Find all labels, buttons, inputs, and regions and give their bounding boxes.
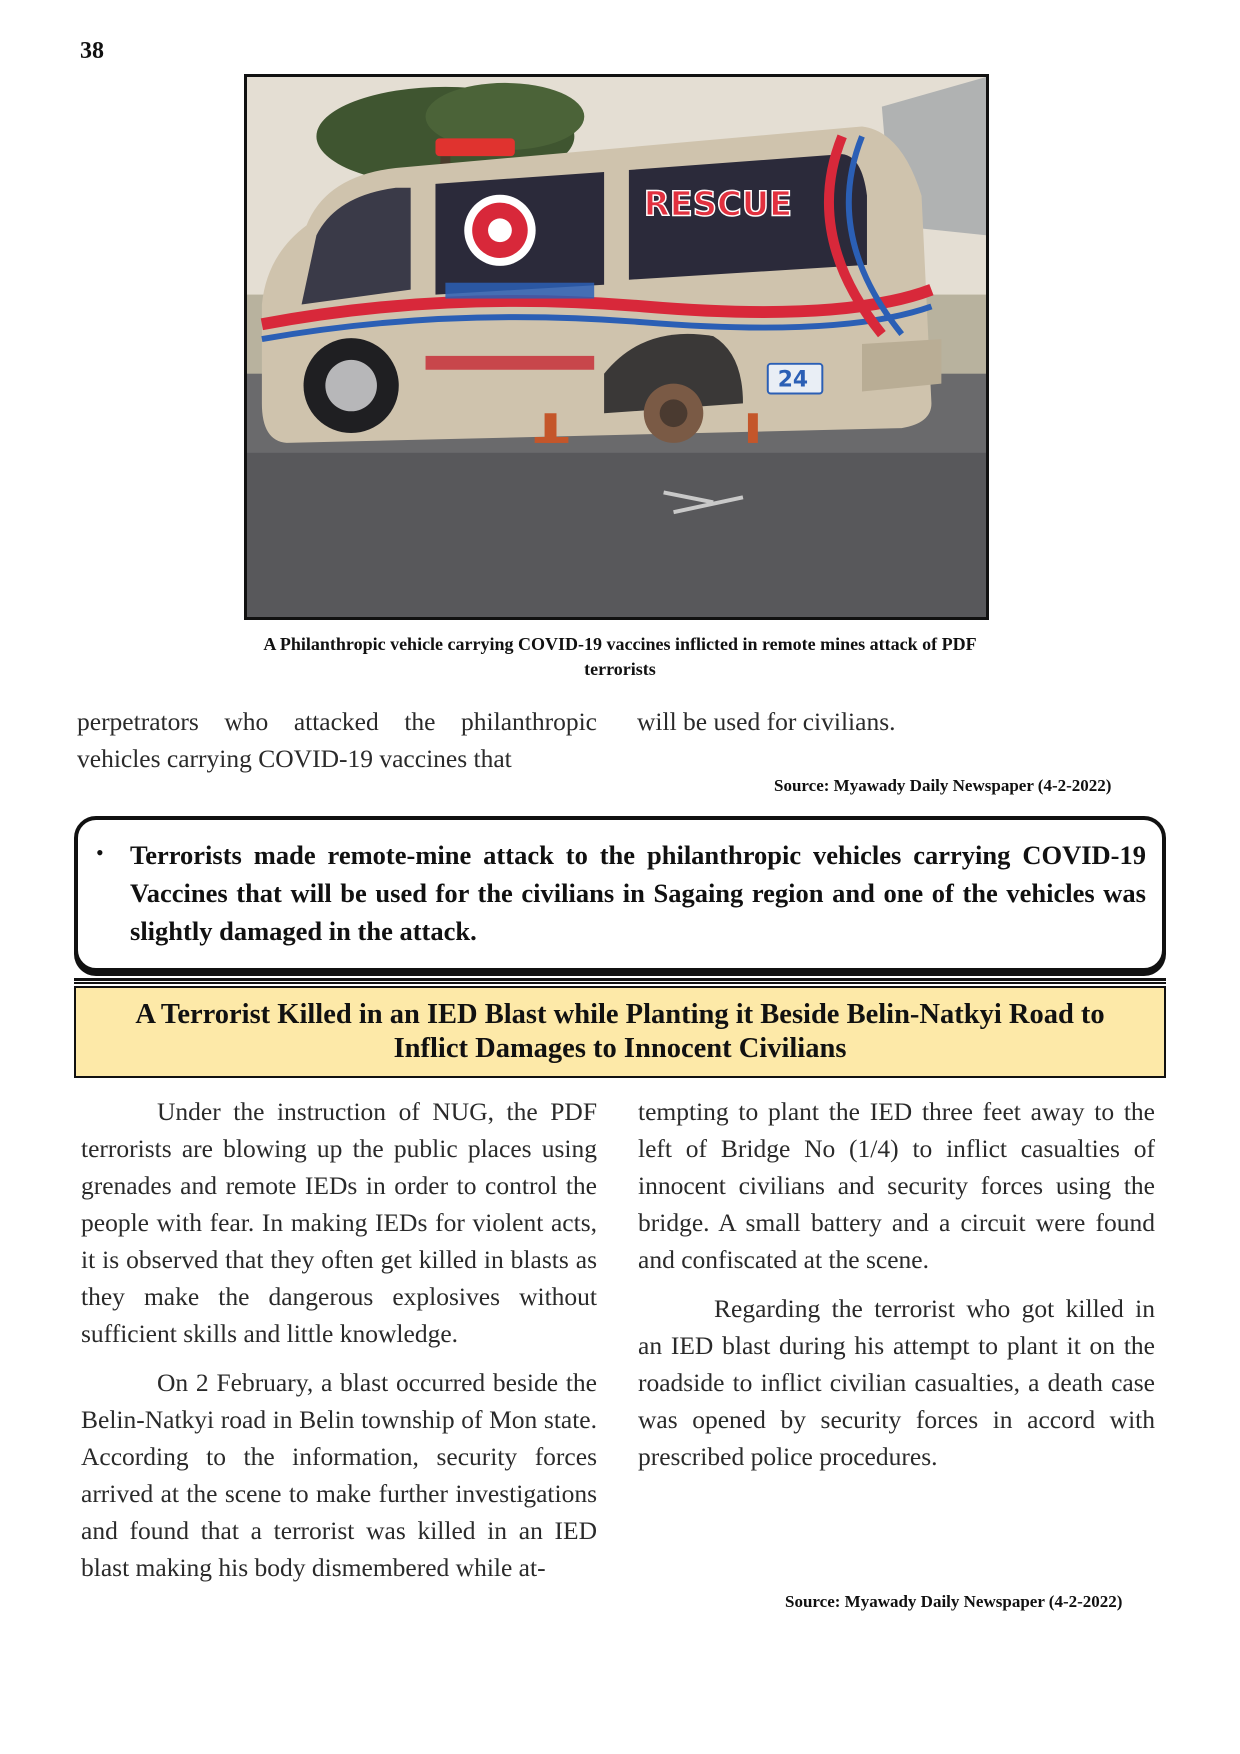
story2-headline-box [74,986,1166,1078]
story2-headline [107,998,1132,1066]
story2-paragraph-4: Regarding the terrorist who got killed in an IED blast during his attempt to plant it on the roadside to inflict civilian casualties, a death case was opened by security forces in accord with prescribed police procedures. [638,1294,1155,1471]
story2-right-column [638,1093,1155,1475]
van-illustration [247,77,986,617]
story2-paragraph-3: tempting to plant the IED three feet away to the left of Bridge No (1/4) to inflict casualties of innocent civilians and security forces using the bridge. A small battery and a circuit were found and confiscated at the scene. [638,1097,1155,1274]
story1-right-column [637,703,1157,740]
bullet-icon: • [96,840,104,865]
story1-left-column [77,703,597,777]
headline-line-1: A Terrorist Killed in an IED Blast while Planting it Beside Belin-Natkyi Road to [135,999,1105,1030]
van-number: 24 [777,367,809,393]
roof-light [435,138,514,156]
summary-callout-box [74,816,1166,972]
damaged-van-photo [244,74,989,620]
story2-source: Source: Myawady Daily Newspaper (4-2-2022) [785,1592,1123,1611]
story2-paragraph-2: On 2 February, a blast occurred beside the Belin-Natkyi road in Belin township of Mon state. According to the information, security forces arrived at the scene to make further investigations and found that a terrorist was killed in an IED blast making his body dismembered while at- [81,1368,597,1582]
page-number: 38 [80,38,104,64]
section-divider [74,978,1166,984]
story2-paragraph-1: Under the instruction of NUG, the PDF terrorists are blowing up the public places using grenades and remote IEDs in order to control the people with fear. In making IEDs for violent acts, it is observed that they often get killed in blasts as they make the dangerous explosives without sufficient skills and little knowledge. [81,1097,597,1348]
caption-line-2: terrorists [584,659,656,679]
photo-caption [170,632,1070,682]
story1-right-text: will be used for civilians. [637,707,896,736]
headline-line-2: Inflict Damages to Innocent Civilians [393,1033,847,1064]
story1-left-text: perpetrators who attacked the philanthropic vehicles carrying COVID-19 vaccines that [77,707,597,773]
story1-source: Source: Myawady Daily Newspaper (4-2-2022) [774,776,1112,795]
callout-text: Terrorists made remote-mine attack to the philanthropic vehicles carrying COVID-19 Vaccines that will be used for the civilians in Sagaing region and one of the vehicles was slightly damaged in the attack. [130,840,1146,946]
caption-line-1: A Philanthropic vehicle carrying COVID-19 vaccines inflicted in remote mines attack of PDF [263,634,977,654]
story2-left-column [81,1093,597,1586]
rescue-text: RESCUE [643,184,793,224]
